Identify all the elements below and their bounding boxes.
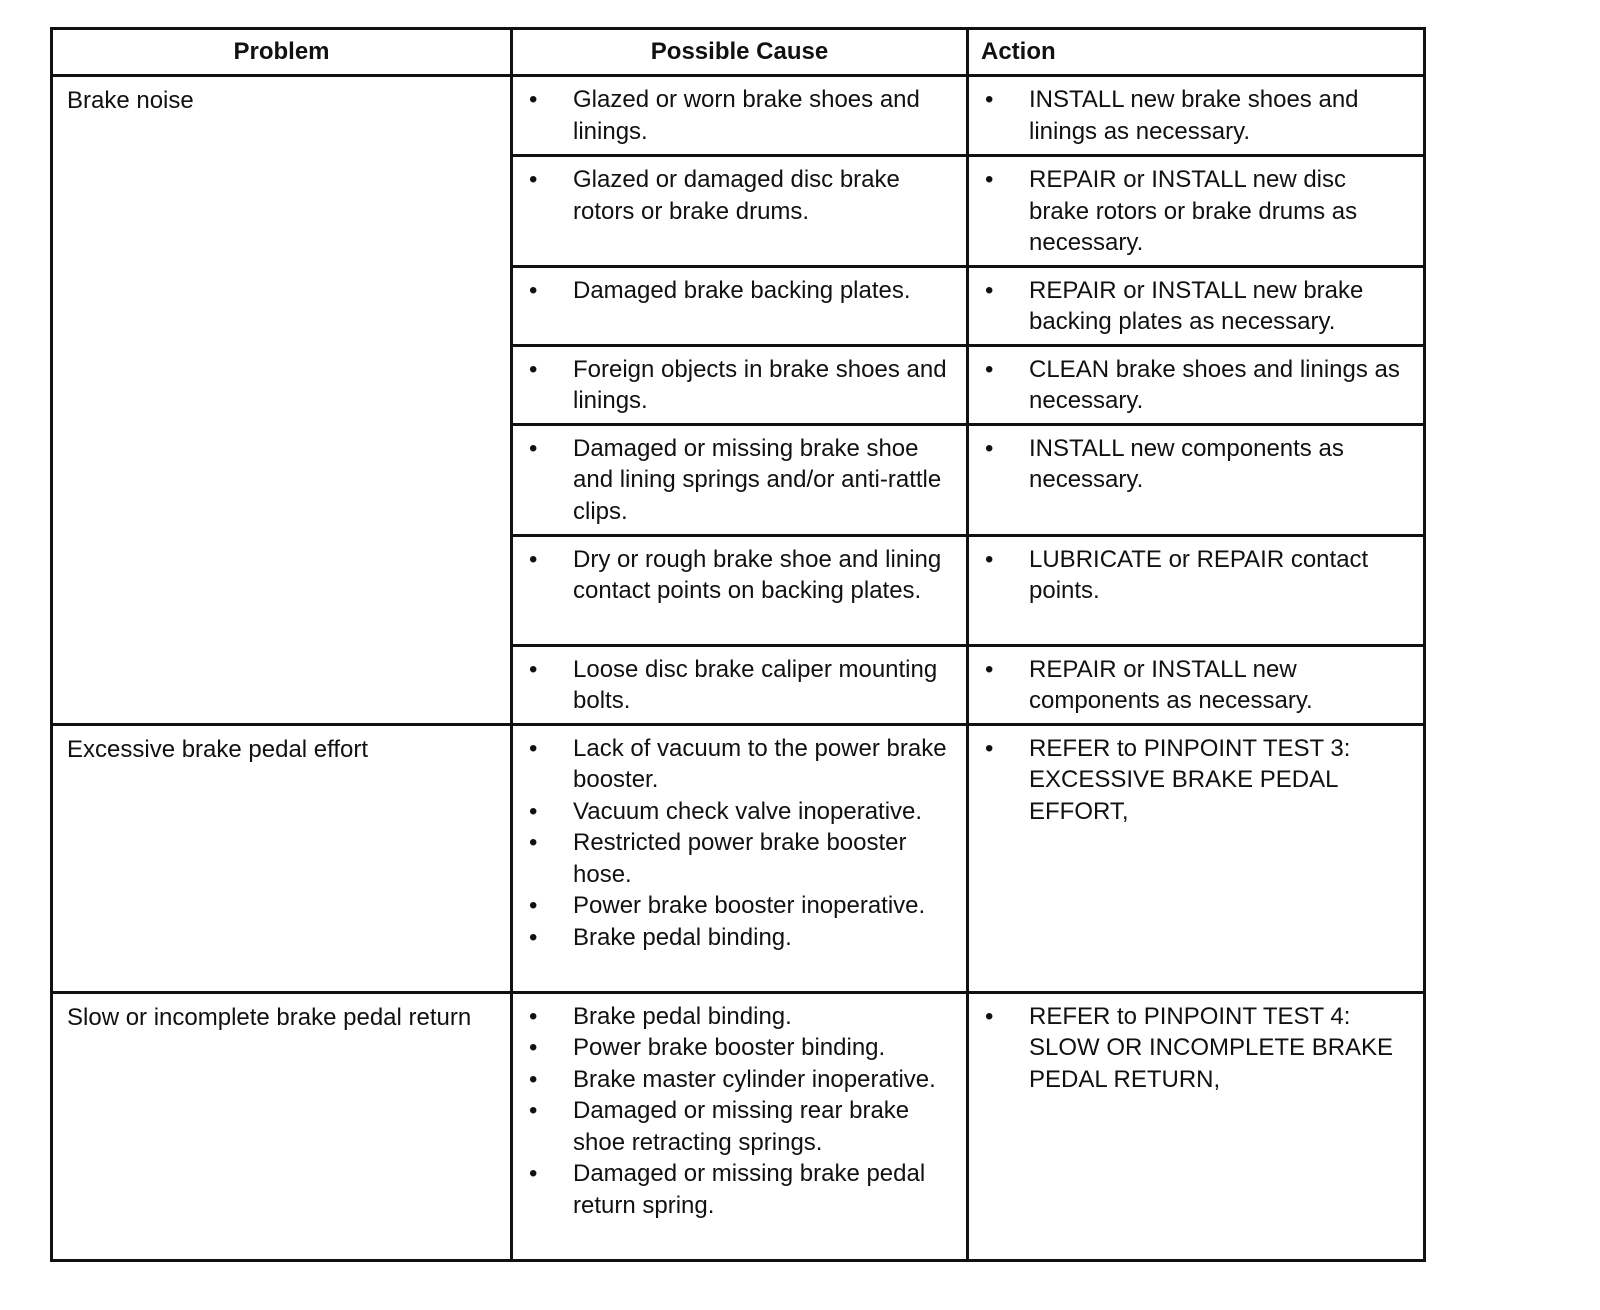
cause-cell	[512, 645, 968, 724]
cause-bullet-item: • Glazed or damaged disc brake rotors or brake drums.	[513, 164, 954, 227]
cause-cell	[512, 424, 968, 535]
cause-cell	[512, 266, 968, 345]
cause-list	[513, 733, 954, 954]
action-list	[969, 733, 1411, 828]
cause-bullet-item: • Damaged or missing rear brake shoe retracting springs.	[513, 1095, 954, 1158]
table-row	[52, 76, 1425, 156]
action-cell	[968, 645, 1425, 724]
cause-cell	[512, 345, 968, 424]
action-list	[969, 1001, 1411, 1096]
cause-list	[513, 275, 954, 307]
header-possible-cause: Possible Cause	[512, 29, 968, 76]
table-row	[52, 724, 1425, 992]
header-row	[52, 29, 1425, 76]
cause-list	[513, 433, 954, 528]
problem-cell: Excessive brake pedal effort	[52, 724, 512, 992]
problem-cell: Slow or incomplete brake pedal return	[52, 992, 512, 1260]
cause-bullet-item: • Brake pedal binding.	[513, 922, 954, 954]
action-cell	[968, 156, 1425, 267]
action-bullet-item: • REPAIR or INSTALL new brake backing plates as necessary.	[969, 275, 1411, 338]
cause-bullet-item: • Damaged or missing brake pedal return spring.	[513, 1158, 954, 1221]
cause-bullet-item: • Loose disc brake caliper mounting bolts.	[513, 654, 954, 717]
cause-cell	[512, 992, 968, 1260]
cause-bullet-item: • Restricted power brake booster hose.	[513, 827, 954, 890]
action-cell	[968, 424, 1425, 535]
cause-list	[513, 1001, 954, 1222]
action-list	[969, 654, 1411, 717]
cause-bullet-item: • Damaged brake backing plates.	[513, 275, 954, 307]
cause-bullet-item: • Glazed or worn brake shoes and linings.	[513, 84, 954, 147]
action-list	[969, 544, 1411, 607]
cause-cell	[512, 156, 968, 267]
action-list	[969, 84, 1411, 147]
cause-bullet-item: • Vacuum check valve inoperative.	[513, 796, 954, 828]
cause-list	[513, 544, 954, 607]
cause-bullet-item: • Damaged or missing brake shoe and lining springs and/or anti-rattle clips.	[513, 433, 954, 528]
cause-cell	[512, 76, 968, 156]
header-problem: Problem	[52, 29, 512, 76]
problem-cell: Brake noise	[52, 76, 512, 725]
action-bullet-item: • INSTALL new components as necessary.	[969, 433, 1411, 496]
cause-list	[513, 164, 954, 227]
cause-list	[513, 354, 954, 417]
cause-bullet-item: • Foreign objects in brake shoes and linings.	[513, 354, 954, 417]
cause-cell	[512, 724, 968, 992]
action-bullet-item: • REPAIR or INSTALL new components as necessary.	[969, 654, 1411, 717]
cause-bullet-item: • Dry or rough brake shoe and lining contact points on backing plates.	[513, 544, 954, 607]
cause-bullet-item: • Lack of vacuum to the power brake booster.	[513, 733, 954, 796]
action-cell	[968, 535, 1425, 645]
cause-bullet-item: • Power brake booster binding.	[513, 1032, 954, 1064]
action-list	[969, 275, 1411, 338]
action-cell	[968, 345, 1425, 424]
action-list	[969, 433, 1411, 496]
action-cell	[968, 76, 1425, 156]
action-cell	[968, 992, 1425, 1260]
cause-list	[513, 654, 954, 717]
table-row	[52, 992, 1425, 1260]
action-bullet-item: • REFER to PINPOINT TEST 3: EXCESSIVE BRAKE PEDAL EFFORT,	[969, 733, 1411, 828]
cause-cell	[512, 535, 968, 645]
cause-bullet-item: • Power brake booster inoperative.	[513, 890, 954, 922]
cause-bullet-item: • Brake master cylinder inoperative.	[513, 1064, 954, 1096]
action-bullet-item: • CLEAN brake shoes and linings as necessary.	[969, 354, 1411, 417]
action-bullet-item: • REPAIR or INSTALL new disc brake rotors or brake drums as necessary.	[969, 164, 1411, 259]
action-bullet-item: • REFER to PINPOINT TEST 4: SLOW OR INCOMPLETE BRAKE PEDAL RETURN,	[969, 1001, 1411, 1096]
header-action: Action	[968, 29, 1425, 76]
troubleshooting-table	[50, 27, 1426, 1262]
action-list	[969, 354, 1411, 417]
action-cell	[968, 724, 1425, 992]
cause-list	[513, 84, 954, 147]
action-list	[969, 164, 1411, 259]
action-cell	[968, 266, 1425, 345]
action-bullet-item: • LUBRICATE or REPAIR contact points.	[969, 544, 1411, 607]
action-bullet-item: • INSTALL new brake shoes and linings as necessary.	[969, 84, 1411, 147]
cause-bullet-item: • Brake pedal binding.	[513, 1001, 954, 1033]
